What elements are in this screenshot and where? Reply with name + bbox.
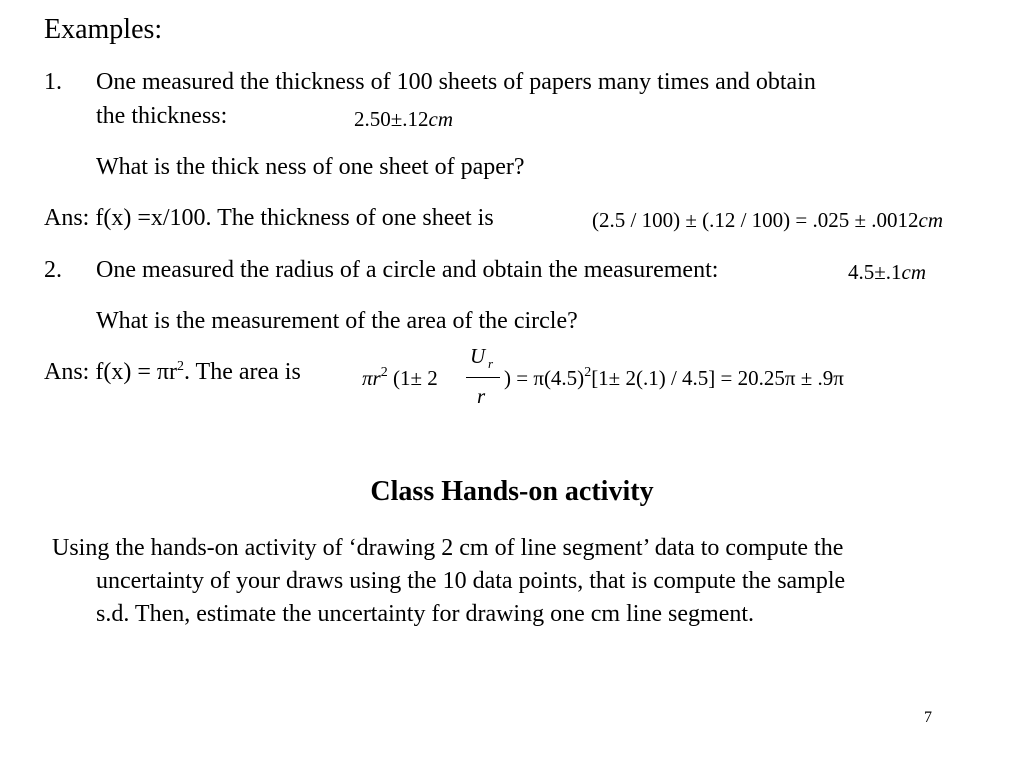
measure-uncertainty: .12 [402,107,429,131]
fraction-numerator: U [470,344,486,368]
example-1-answer-formula [592,208,943,232]
example-2-line-1: One measured the radius of a circle and obtain the measurement: [96,257,719,283]
formula-open: (1± 2 [392,366,438,390]
answer-prefix: Ans: f(x) = πr [44,359,177,385]
page-number: 7 [924,709,932,726]
formula-expression: (2.5 / 100) ± (.12 / 100) = .025 ± .0012 [592,208,919,232]
example-1-measurement [354,107,453,131]
example-2-number: 2. [44,257,62,283]
measure-value: 2.50 [354,107,391,131]
plus-minus: ± [390,107,403,131]
formula-mid: ) = π(4.5) [504,366,585,390]
example-2-measurement [848,260,926,284]
area-formula-lhs [362,366,438,394]
example-1-number: 1. [44,69,62,95]
measure-unit: cm [901,260,927,284]
fraction-ur-over-r [466,344,502,414]
activity-line-1: Using the hands-on activity of ‘drawing 2 cm of line segment’ data to compute the [52,535,844,561]
slide-title: Examples: [44,14,163,45]
measure-value: 4.5±.1 [848,260,902,284]
measure-unit: cm [428,107,454,131]
example-2-answer-text [44,358,301,390]
pi-r: πr [362,366,381,390]
activity-line-3: s.d. Then, estimate the uncertainty for drawing one cm line segment. [96,601,755,627]
formula-rhs: [1± 2(.1) / 4.5] = 20.25π ± .9π [591,366,844,390]
formula-mid-exponent: 2 [584,365,592,380]
example-1-question: What is the thick ness of one sheet of paper? [96,154,525,180]
example-1-line-1: One measured the thickness of 100 sheets of papers many times and obtain [96,69,816,95]
answer-exponent: 2 [176,359,184,374]
area-formula-rhs [504,366,844,394]
fraction-bar [466,377,500,378]
activity-heading: Class Hands-on activity [370,476,654,507]
example-1-line-2: the thickness: [96,103,228,129]
formula-unit: cm [918,208,944,232]
example-1-answer-text: Ans: f(x) =x/100. The thickness of one sheet is [44,205,494,231]
pi-r-exponent: 2 [380,365,388,380]
answer-suffix: . The area is [183,359,301,385]
fraction-denominator: r [477,384,486,408]
fraction-numerator-subscript: r [488,356,494,371]
example-2-question: What is the measurement of the area of the circle? [96,308,578,334]
activity-line-2: uncertainty of your draws using the 10 data points, that is compute the sample [96,568,846,594]
